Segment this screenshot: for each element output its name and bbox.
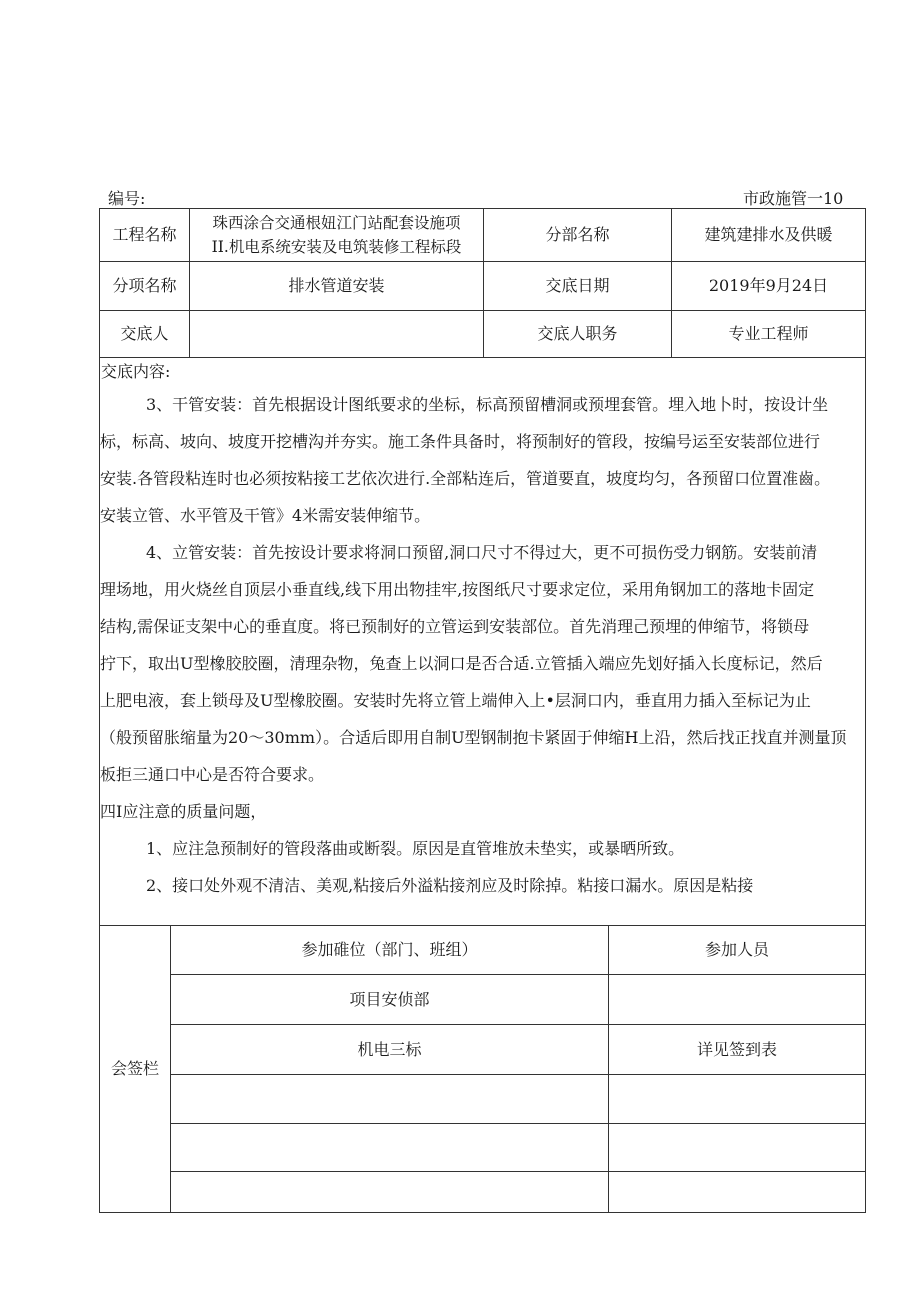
project-name-line1: 珠西涂合交通根妞江门站配套设施项: [212, 214, 461, 232]
quality-section: [100, 793, 866, 904]
division-value: 建筑建排水及供暖: [704, 225, 833, 244]
form-code: 市政施管一10: [743, 189, 844, 208]
text-line: 标，标高、坡向、坡度开挖槽沟并夯实。施工条件具备时，将预制好的管段，按编号运至安装部位进行: [100, 432, 821, 451]
content-heading: 交底内容:: [101, 362, 171, 381]
signoff-row-unit: 机电三标: [357, 1039, 422, 1059]
text-line: 4、立管安装：首先按设计要求将洞口预留,洞口尺寸不得过大，更不可损伤受力钢筋。安装前清: [146, 543, 818, 562]
person-value: [190, 311, 483, 357]
signoff-row-unit: [171, 1075, 608, 1123]
signoff-row-people: [609, 1075, 865, 1123]
text-line: 3、干管安装：首先根据设计图纸要求的坐标，标高预留槽洞或预埋套管。埋入地卜时，按设计坐: [146, 395, 829, 414]
subitem-value: 排水管道安装: [288, 276, 385, 295]
text-line: 安装立管、水平管及干管》4米需安装伸缩节。: [100, 506, 431, 525]
signoff-row-unit: [171, 1124, 608, 1171]
date-label: 交底日期: [545, 276, 610, 295]
signoff-row-unit: 项目安侦部: [349, 989, 430, 1009]
text-line: 板拒三通口中心是否符合要求。: [100, 765, 325, 784]
division-label: 分部名称: [545, 225, 610, 244]
signoff-row-people: [609, 975, 865, 1024]
paragraph-main-pipe: [100, 386, 866, 534]
subitem-label: 分项名称: [112, 276, 177, 295]
project-name-value: [190, 209, 483, 261]
text-line: 安装.各管段粘连时也必须按粘接工艺依次进行.全部粘连后，管道要直，坡度均匀，各预留口位置准齒。: [100, 469, 831, 488]
text-line: 上肥电液，套上锁母及U型橡胶圈。安装时先将立管上端伸入上•层洞口内，垂直用力插入至标记为止: [100, 691, 811, 710]
signoff-row-people: [609, 1124, 865, 1171]
signoff-header-unit: 参加碓位（部门、班组）: [301, 940, 478, 959]
document-number-label: 编号:: [108, 189, 146, 208]
person-label: 交底人: [120, 324, 169, 343]
signoff-label: 会签栏: [110, 1059, 159, 1078]
quality-item-1: 1、应注急预制好的管段落曲或断裂。原因是直管堆放未垫实，或暴晒所致。: [146, 839, 685, 858]
signoff-header-people: 参加人员: [704, 940, 769, 959]
signoff-row-unit: [171, 1172, 608, 1212]
text-line: 结构,需保证支架中心的垂直度。将已预制好的立管运到安装部位。首先消理己预埋的伸缩节，将锁母: [100, 617, 810, 636]
text-line: 理场地，用火烧丝自顶层小垂直线,线下用出物挂牢,按图纸尺寸要求定位，采用角钢加工的落地卡固定: [100, 580, 815, 599]
text-line: 拧下，取出U型橡胶胶圈，清理杂物，兔查上以洞口是否合适.立管插入端应先划好插入长度标记，然后: [100, 654, 823, 673]
signoff-row-people: [609, 1172, 865, 1212]
text-line: （般预留胀缩量为20～30mm）。合适后即用自制U型钢制抱卡紧固于伸缩H上沿，然后找正找直并测量顶: [100, 728, 847, 747]
project-name-label: 工程名称: [112, 225, 177, 244]
position-label: 交底人职务: [537, 324, 618, 343]
date-value: 2019年9月24日: [708, 276, 829, 295]
signoff-row-people: 详见签到表: [696, 1039, 777, 1059]
position-value: 专业工程师: [728, 324, 809, 343]
quality-item-2: 2、接口处外观不清洁、美观,粘接后外溢粘接剂应及时除掉。粘接口漏水。原因是粘接: [146, 876, 754, 895]
project-name-line2: II.机电系统安装及电筑装修工程标段: [211, 238, 462, 256]
paragraph-riser-pipe: [100, 534, 866, 793]
quality-heading: 四I应注意的质量问题，: [100, 802, 267, 821]
